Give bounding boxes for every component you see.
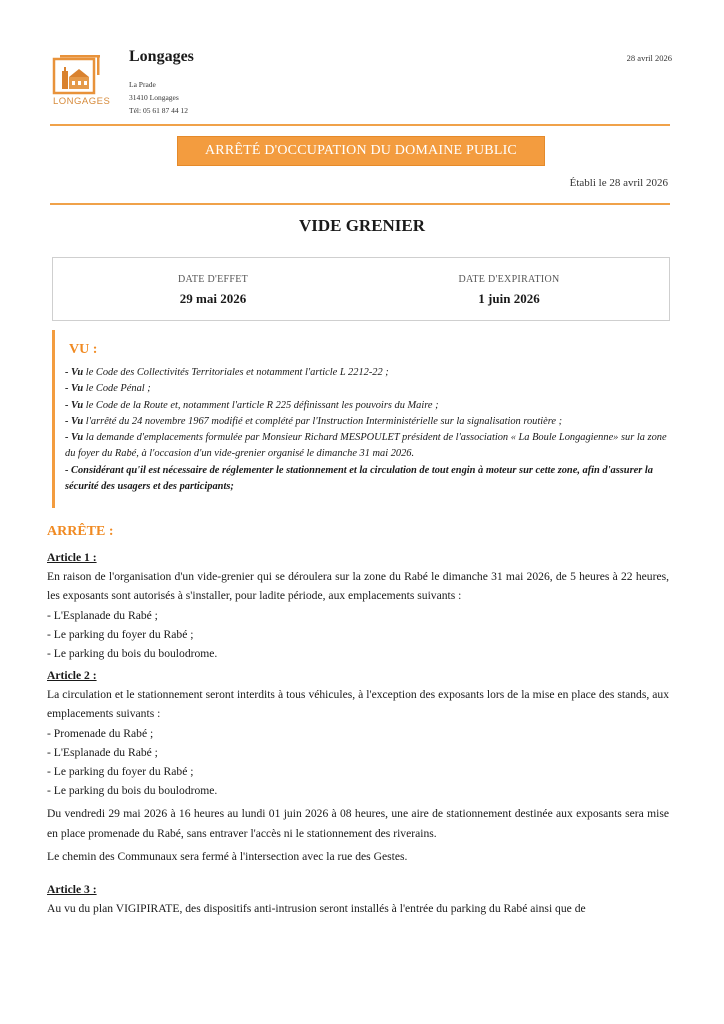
vu-item: - Vu le Code de la Route et, notamment l'article R 225 définissant les pouvoirs du Maire ; (65, 399, 439, 411)
organization-address (129, 78, 188, 117)
document-title: VIDE GRENIER (298, 216, 426, 235)
vu-list (65, 365, 671, 495)
article-1 (47, 548, 669, 663)
vu-item: - Vu l'arrêté du 24 novembre 1967 modifié et complété par l'Instruction Interministérielle sur la signalisation routière ; (65, 415, 563, 427)
logo-text: LONGAGES (53, 96, 111, 107)
vu-item: - Vu le Code des Collectivités Territoriales et notamment l'article L 2212-22 ; (65, 367, 389, 378)
considerant: - Considérant qu'il est nécessaire de réglementer le stationnement et la circulation de tout engin à moteur sur cette zone, afin d'assurer la sécurité des usagers et des participants; (65, 464, 653, 493)
effect-date-block (113, 274, 313, 307)
title-divider (50, 203, 670, 205)
dates-box (52, 257, 670, 321)
article-title: Article 1 : (47, 551, 97, 564)
header-date: 28 avril 2026 (626, 53, 672, 63)
vu-item: - Vu le Code Pénal ; (65, 383, 151, 395)
vu-item: - Vu la demande d'emplacements formulée par Monsieur Richard MESPOULET président de l'association « La Boule Longagienne» sur la zone du foyer du Rabé, à l'occasion d'un vide-grenier organisé le dimanche 31 mai 2026. (65, 432, 667, 460)
expiry-date-label: DATE D'EXPIRATION (458, 274, 560, 285)
vu-title: VU : (69, 342, 98, 357)
article-paragraph: Au vu du plan VIGIPIRATE, des dispositifs anti-intrusion seront installés à l'entrée du parking du Rabé ainsi que de (47, 902, 586, 916)
article-2 (47, 666, 669, 866)
expiry-date-block (409, 274, 609, 307)
list-item: - Le parking du bois du boulodrome. (47, 647, 218, 661)
vu-section (52, 330, 675, 508)
list-item: - Le parking du foyer du Rabé ; (47, 765, 194, 779)
effect-date-label: DATE D'EFFET (177, 274, 249, 285)
phone-number: Tél: 05 61 87 44 12 (129, 106, 188, 115)
article-paragraph: Le chemin des Communaux sera fermé à l'intersection avec la rue des Gestes. (47, 849, 408, 863)
article-paragraph: Du vendredi 29 mai 2026 à 16 heures au lundi 01 juin 2026 à 08 heures, une aire de stationnement destinée aux exposants sera mise en place promenade du Rabé, sans entraver l'accès ni le stationnement des riverains. (47, 807, 669, 840)
article-paragraph: La circulation et le stationnement seront interdits à tous véhicules, à l'exception des exposants lors de la mise en place des stands, aux emplacements suivants : (47, 688, 669, 721)
list-item: - Promenade du Rabé ; (47, 726, 154, 740)
address-line: 31410 Longages (129, 93, 179, 102)
article-3 (47, 880, 669, 918)
arrete-title: ARRÊTE : (47, 524, 114, 539)
organization-name: Longages (129, 48, 194, 65)
list-item: - L'Esplanade du Rabé ; (47, 608, 158, 622)
article-paragraph: En raison de l'organisation d'un vide-grenier qui se déroulera sur la zone du Rabé le dimanche 31 mai 2026, de 5 heures à 22 heures, les exposants sont autorisés à s'installer, pour ladite période, aux emplacements suivants : (47, 570, 669, 603)
list-item: - L'Esplanade du Rabé ; (47, 745, 158, 759)
article-title: Article 2 : (47, 669, 97, 682)
document-type-banner: ARRÊTÉ D'OCCUPATION DU DOMAINE PUBLIC (177, 136, 545, 166)
list-item: - Le parking du bois du boulodrome. (47, 784, 218, 798)
header-divider (50, 124, 670, 126)
list-item: - Le parking du foyer du Rabé ; (47, 627, 194, 641)
expiry-date-value: 1 juin 2026 (478, 291, 540, 306)
effect-date-value: 29 mai 2026 (179, 291, 247, 306)
article-title: Article 3 : (47, 883, 97, 896)
established-date: Établi le 28 avril 2026 (569, 177, 668, 189)
address-line: La Prade (129, 80, 156, 89)
